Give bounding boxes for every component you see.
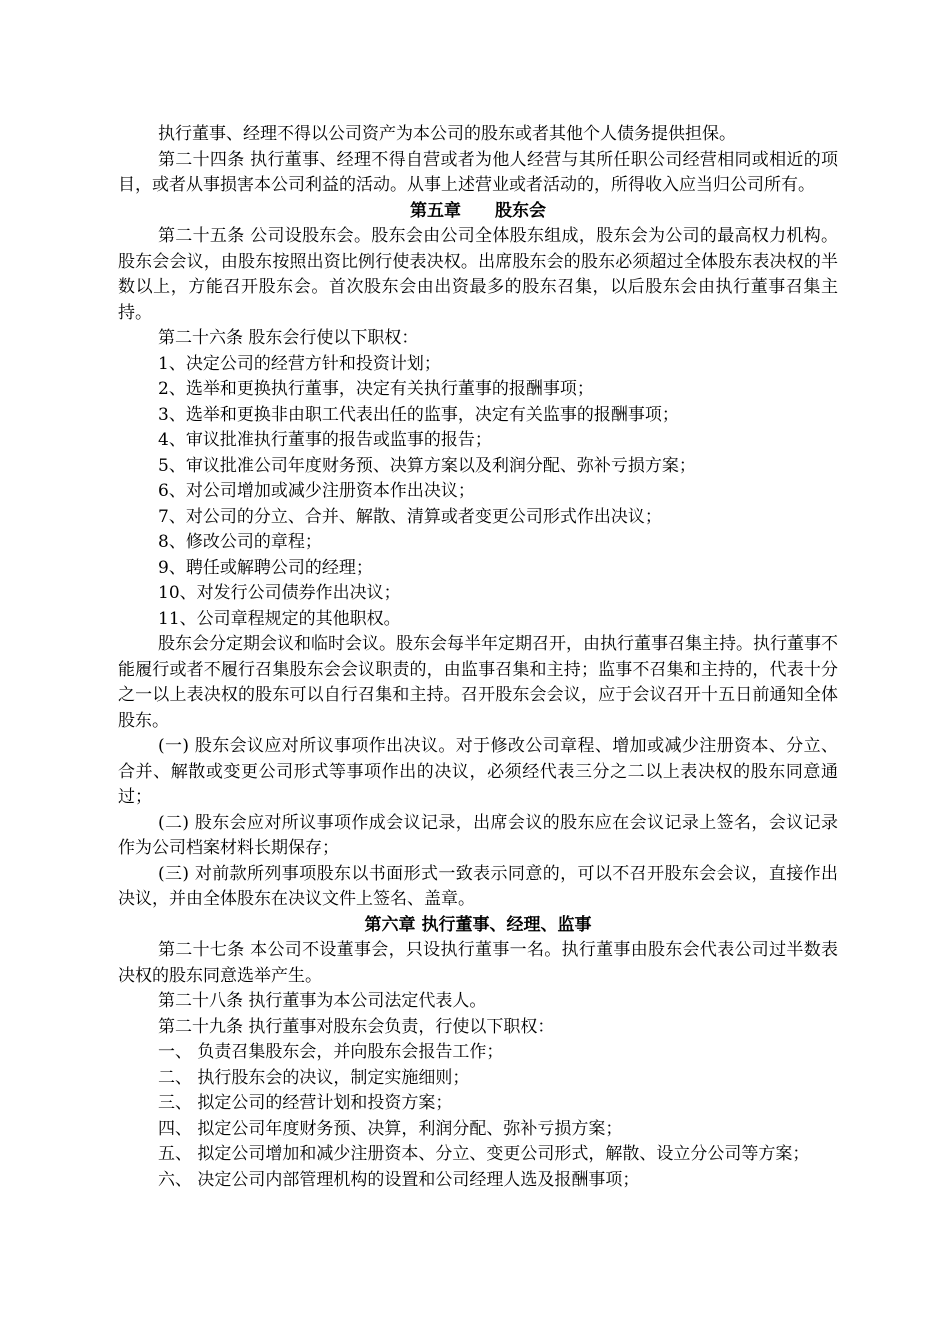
power-item: 7、对公司的分立、合并、解散、清算或者变更公司形式作出决议； [158, 506, 662, 527]
power-item: 9、聘任或解聘公司的经理； [158, 557, 373, 578]
duty-item: 五、 拟定公司增加和减少注册资本、分立、变更公司形式，解散、设立分公司等方案； [158, 1144, 810, 1164]
duty-item: 三、 拟定公司的经营计划和投资方案； [158, 1093, 453, 1113]
power-item: 4、审议批准执行董事的报告或监事的报告； [158, 430, 492, 450]
power-item: 8、修改公司的章程； [158, 532, 322, 552]
paragraph-guarantee: 执行董事、经理不得以公司资产为本公司的股东或者其他个人债务提供担保。 [158, 124, 736, 144]
chapter-5-title: 股东会 [495, 200, 546, 221]
power-item: 2、选举和更换执行董事，决定有关执行董事的报酬事项； [158, 379, 594, 399]
power-item: 1、决定公司的经营方针和投资计划； [158, 353, 441, 374]
power-item: 10、对发行公司债券作出决议； [158, 583, 401, 603]
clause-2: (二) 股东会应对所议事项作成会议记录，出席会议的股东应在会议记录上签名，会议记录作为公司档案材料长期保存； [118, 812, 838, 858]
article-24: 第二十四条 执行董事、经理不得自营或者为他人经营与其所任职公司经营相同或相近的项目，或者从事损害本公司利益的活动。从事上述营业或者活动的，所得收入应当归公司所有。 [118, 149, 838, 195]
duty-item: 四、 拟定公司年度财务预、决算，利润分配、弥补亏损方案； [158, 1118, 623, 1139]
duty-item: 六、 决定公司内部管理机构的设置和公司经理人选及报酬事项； [158, 1169, 640, 1190]
article-27: 第二十七条 本公司不设董事会，只设执行董事一名。执行董事由股东会代表公司过半数表决权的股东同意选举产生。 [118, 940, 838, 986]
article-28: 第二十八条 执行董事为本公司法定代表人。 [158, 991, 487, 1011]
clause-3: (三) 对前款所列事项股东以书面形式一致表示同意的，可以不召开股东会会议，直接作出决议，并由全体股东在决议文件上签名、盖章。 [118, 863, 838, 909]
power-item: 3、选举和更换非由职工代表出任的监事，决定有关监事的报酬事项； [158, 404, 679, 425]
power-item: 5、审议批准公司年度财务预、决算方案以及利润分配、弥补亏损方案； [158, 455, 696, 476]
article-29: 第二十九条 执行董事对股东会负责，行使以下职权： [158, 1016, 555, 1037]
clause-1: (一) 股东会议应对所议事项作出决议。对于修改公司章程、增加或减少注册资本、分立、合并、解散或变更公司形式等事项作出的决议，必须经代表三分之二以上表决权的股东同意通过； [118, 736, 838, 807]
power-item: 6、对公司增加或减少注册资本作出决议； [158, 481, 475, 501]
meetings-paragraph: 股东会分定期会议和临时会议。股东会每半年定期召开，由执行董事召集主持。执行董事不能履行或者不履行召集股东会会议职责的，由监事召集和主持；监事不召集和主持的，代表十分之一以上表决权的股东可以自行召集和主持。召开股东会会议，应于会议召开十五日前通知全体股东。 [118, 634, 838, 731]
article-26: 第二十六条 股东会行使以下职权： [158, 328, 419, 348]
chapter-6-heading: 第六章 执行董事、经理、监事 [364, 914, 592, 935]
chapter-5-heading [118, 199, 838, 225]
document-page [118, 122, 838, 1193]
chapter-5-number: 第五章 [410, 200, 461, 221]
duty-item: 二、 执行股东会的决议，制定实施细则； [158, 1067, 470, 1088]
power-item: 11、公司章程规定的其他职权。 [158, 608, 401, 629]
duty-item: 一、 负责召集股东会，并向股东会报告工作； [158, 1042, 504, 1062]
article-25: 第二十五条 公司设股东会。股东会由公司全体股东组成，股东会为公司的最高权力机构。股东会会议，由股东按照出资比例行使表决权。出席股东会的股东必须超过全体股东表决权的半数以上，方能召开股东会。首次股东会由出资最多的股东召集，以后股东会由执行董事召集主持。 [118, 226, 838, 323]
